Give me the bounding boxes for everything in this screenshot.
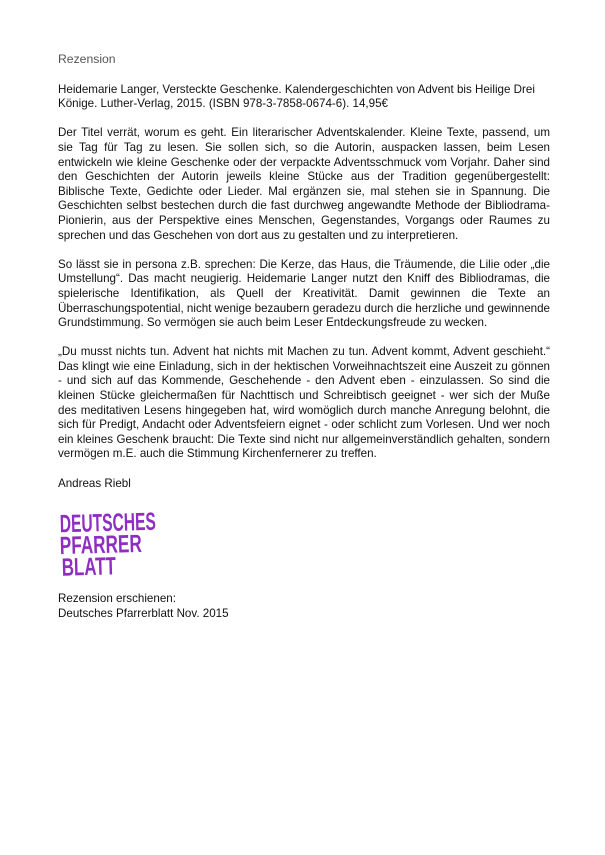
publication-note-line-2: Deutsches Pfarrerblatt Nov. 2015	[58, 606, 229, 620]
review-paragraph-1: Der Titel verrät, worum es geht. Ein literarischer Adventskalender. Kleine Texte, passend, um sie Tag für Tag zu lesen. Sie sollen sich, so die Autorin, auspacken lassen, beim Lesen entwickeln wie kleine Geschenke oder der verpackte Adventsschmuck vom Vorjahr. Daher sind den Geschichten der Autorin jeweils kleine Stücke aus der Tradition gegenübergestellt: Biblische Texte, Gedichte oder Lieder. Mal ergänzen sie, mal stehen sie in Spannung. Die Geschichten selbst bestechen durch die fast durchweg angewandte Methode der Bibliodrama-Pionierin, aus der Perspektive eines Menschen, Gegenstandes, Vorgangs oder Raumes zu sprechen und das Geschehen von dort aus zu gestalten und zu interpretieren.	[58, 126, 550, 242]
review-paragraph-3: „Du musst nichts tun. Advent hat nichts mit Machen zu tun. Advent kommt, Advent geschieht.“ Das klingt wie eine Einladung, sich in der hektischen Vorweihnachtszeit eine Auszeit zu gönnen - und sich auf das Kommende, Geschehende - den Advent eben - einzulassen. So sind die kleinen Stücke gleichermaßen für Nachttisch und Schreibtisch geeignet - wer sich der Muße des meditativen Lesens hingegeben hat, wird womöglich durch manche Anregung belohnt, die sich für Predigt, Andacht oder Adventsfeiern eignet - oder schlicht zum Vorlesen. Und wer noch ein kleines Geschenk braucht: Die Texte sind nicht nur allgemeinverständlich gehalten, sondern vermögen m.E. auch die Stimmung Kirchenfernerer zu treffen.	[58, 345, 550, 461]
author-name: Andreas Riebl	[58, 476, 131, 490]
page-heading: Rezension	[58, 52, 116, 66]
publication-note-line-1: Rezension erschienen:	[58, 592, 176, 606]
logo-line-1: DEUTSCHES	[59, 506, 215, 539]
review-page	[58, 52, 550, 621]
logo-line-2: PFARRER	[59, 529, 180, 561]
logo-line-3: BLATT	[61, 551, 143, 582]
deutsches-pfarrerblatt-logo	[59, 506, 215, 582]
review-paragraph-2: So lässt sie in persona z.B. sprechen: Die Kerze, das Haus, die Träumende, die Lilie oder „die Umstellung“. Das macht neugierig. Heidemarie Langer nutzt den Kniff des Bibliodramas, die spielerische Identifikation, als Quell der Kreativität. Damit gewinnen die Texte an Überraschungspotential, nicht wenige bezaubern geradezu durch die herzliche und gewinnende Grundstimmung. So vermögen sie auch beim Leser Entdeckungsfreude zu wecken.	[58, 257, 550, 330]
book-citation: Heidemarie Langer, Versteckte Geschenke. Kalendergeschichten von Advent bis Heilige Drei Könige. Luther-Verlag, 2015. (ISBN 978-3-7858-0674-6). 14,95€	[58, 82, 535, 111]
